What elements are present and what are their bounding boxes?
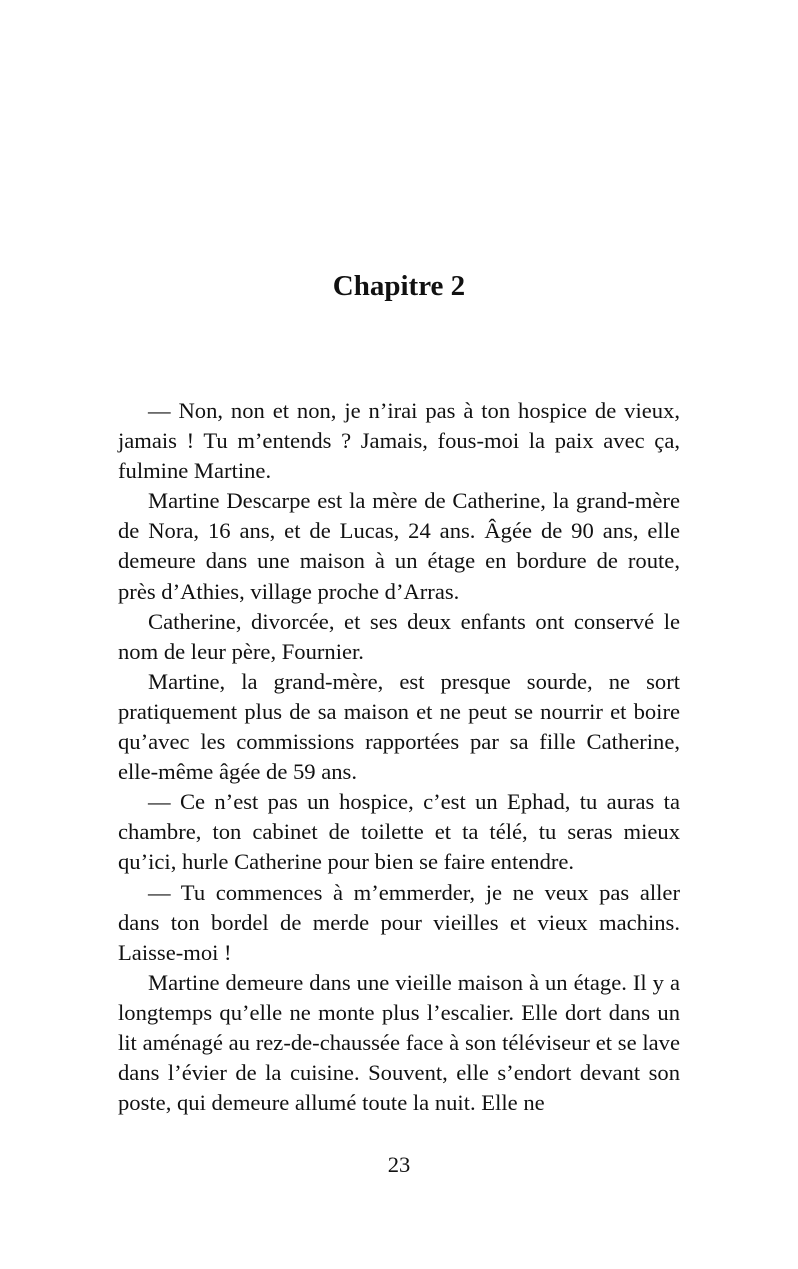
paragraph: Martine, la grand-mère, est presque sourde, ne sort pratiquement plus de sa maison et ne peut se nourrir et boire qu’avec les commissions rapportées par sa fille Catherine, elle-même âgée de 59 ans. (118, 668, 680, 785)
paragraph: Catherine, divorcée, et ses deux enfants ont conservé le nom de leur père, Fournier. (118, 608, 680, 664)
paragraph: — Ce n’est pas un hospice, c’est un Ephad, tu auras ta chambre, ton cabinet de toilette et ta télé, tu seras mieux qu’ici, hurle Catherine pour bien se faire entendre. (118, 789, 680, 875)
body-text (118, 396, 680, 1118)
paragraph: — Non, non et non, je n’irai pas à ton hospice de vieux, jamais ! Tu m’entends ? Jamais, fous-moi la paix avec ça, fulmine Martine. (118, 398, 680, 484)
paragraph: Martine demeure dans une vieille maison à un étage. Il y a longtemps qu’elle ne monte plus l’escalier. Elle dort dans un lit aménagé au rez-de-chaussée face à son téléviseur et se lave dans l’évier de la cuisine. Souvent, elle s’endort devant son poste, qui demeure allumé toute la nuit. Elle ne (118, 969, 680, 1116)
paragraph: Martine Descarpe est la mère de Catherine, la grand-mère de Nora, 16 ans, et de Lucas, 24 ans. Âgée de 90 ans, elle demeure dans une maison à un étage en bordure de route, près d’Athies, village proche d’Arras. (118, 488, 680, 604)
chapter-title: Chapitre 2 (332, 270, 466, 302)
page-number: 23 (387, 1152, 411, 1177)
paragraph: — Tu commences à m’emmerder, je ne veux pas aller dans ton bordel de merde pour vieilles et vieux machins. Laisse-moi ! (118, 879, 680, 965)
